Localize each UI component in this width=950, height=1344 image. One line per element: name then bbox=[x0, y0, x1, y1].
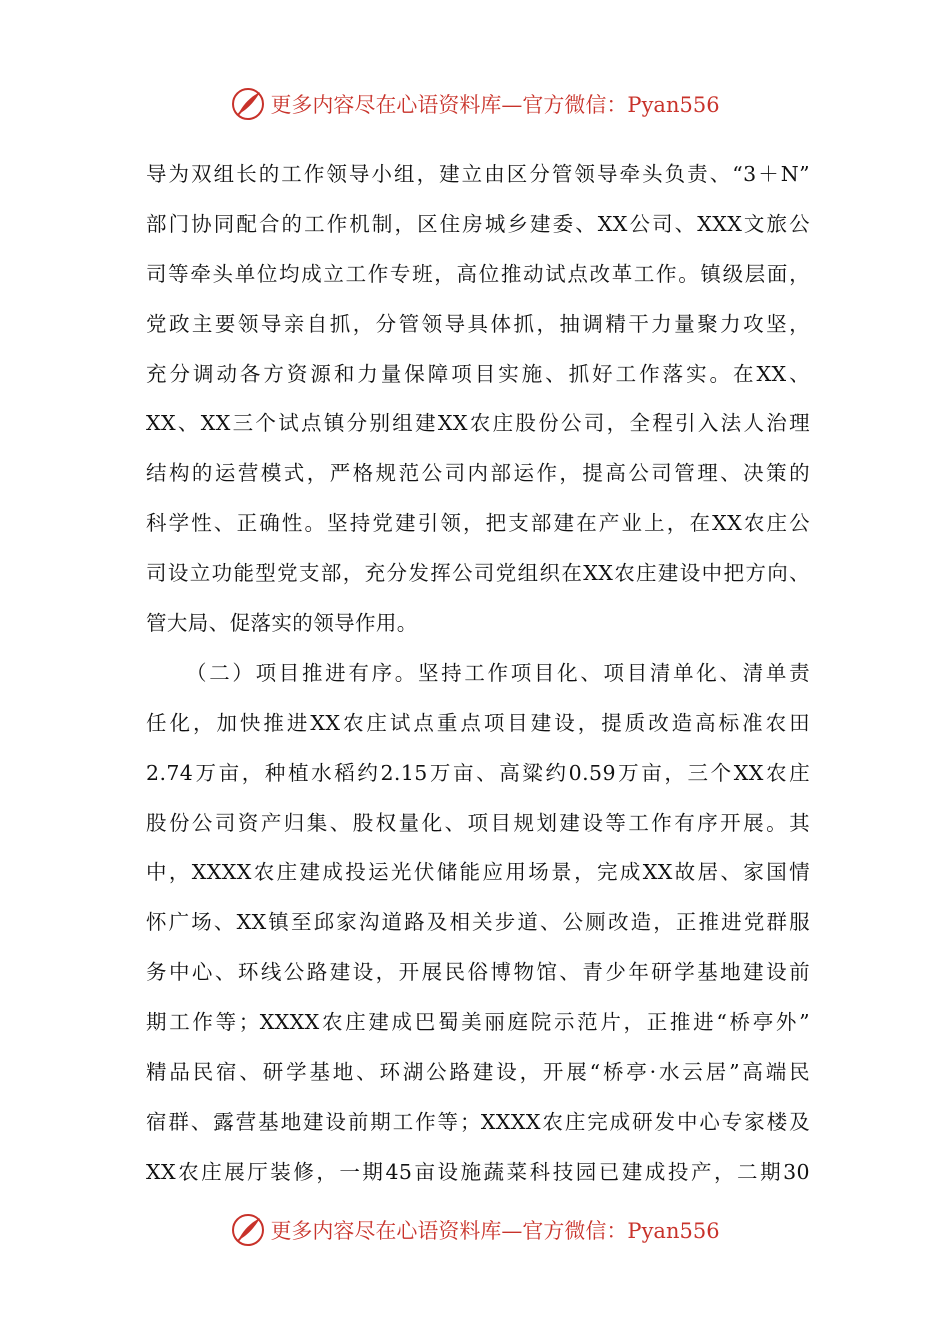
quill-pen-logo-icon bbox=[230, 1212, 266, 1248]
text-line: 司等牵头单位均成立工作专班，高位推动试点改革工作。镇级层面， bbox=[146, 261, 810, 286]
text-line: 2.74万亩，种植水稻约2.15万亩、高粱约0.59万亩，三个XX农庄 bbox=[146, 760, 810, 785]
header-banner bbox=[0, 84, 950, 124]
paragraph-1 bbox=[146, 150, 810, 649]
text-line: 中，XXXX农庄建成投运光伏储能应用场景，完成XX故居、家国情 bbox=[146, 860, 810, 885]
text-line: 部门协同配合的工作机制，区住房城乡建委、XX公司、XXX文旅公 bbox=[146, 211, 810, 236]
text-line: 司设立功能型党支部，充分发挥公司党组织在XX农庄建设中把方向、 bbox=[146, 561, 810, 586]
text-line: 充分调动各方资源和力量保障项目实施、抓好工作落实。在XX、 bbox=[146, 361, 810, 386]
text-line: 导为双组长的工作领导小组，建立由区分管领导牵头负责、“3＋N” bbox=[146, 162, 810, 186]
footer-banner bbox=[0, 1210, 950, 1250]
text-line: 期工作等；XXXX农庄建成巴蜀美丽庭院示范片，正推进“桥亭外” bbox=[146, 1010, 810, 1035]
text-line: 党政主要领导亲自抓，分管领导具体抓，抽调精干力量聚力攻坚， bbox=[146, 311, 810, 336]
text-line: XX、XX三个试点镇分别组建XX农庄股份公司，全程引入法人治理 bbox=[146, 411, 810, 436]
text-line: 管大局、促落实的领导作用。 bbox=[146, 611, 418, 636]
text-line: 任化，加快推进XX农庄试点重点项目建设，提质改造高标准农田 bbox=[146, 710, 810, 735]
document-body bbox=[146, 150, 810, 1198]
text-line: 怀广场、XX镇至邱家沟道路及相关步道、公厕改造，正推进党群服 bbox=[146, 910, 810, 935]
text-line: 宿群、露营基地建设前期工作等；XXXX农庄完成研发中心专家楼及 bbox=[146, 1109, 810, 1134]
text-line: 务中心、环线公路建设，开展民俗博物馆、青少年研学基地建设前 bbox=[146, 960, 810, 985]
quill-pen-logo-icon bbox=[230, 86, 266, 122]
text-line: 精品民宿、研学基地、环湖公路建设，开展“桥亭·水云居”高端民 bbox=[146, 1060, 810, 1085]
paragraph-2 bbox=[146, 649, 810, 1198]
text-line: 结构的运营模式，严格规范公司内部运作，提高公司管理、决策的 bbox=[146, 461, 810, 486]
text-line: 股份公司资产归集、股权量化、项目规划建设等工作有序开展。其 bbox=[146, 810, 810, 835]
text-line: （二）项目推进有序。坚持工作项目化、项目清单化、清单责 bbox=[186, 660, 810, 685]
header-banner-text: 更多内容尽在心语资料库—官方微信：Pyan556 bbox=[270, 93, 720, 117]
text-line: 科学性、正确性。坚持党建引领，把支部建在产业上，在XX农庄公 bbox=[146, 511, 810, 536]
footer-banner-text: 更多内容尽在心语资料库—官方微信：Pyan556 bbox=[270, 1219, 720, 1243]
text-line: XX农庄展厅装修，一期45亩设施蔬菜科技园已建成投产，二期30 bbox=[146, 1159, 810, 1184]
